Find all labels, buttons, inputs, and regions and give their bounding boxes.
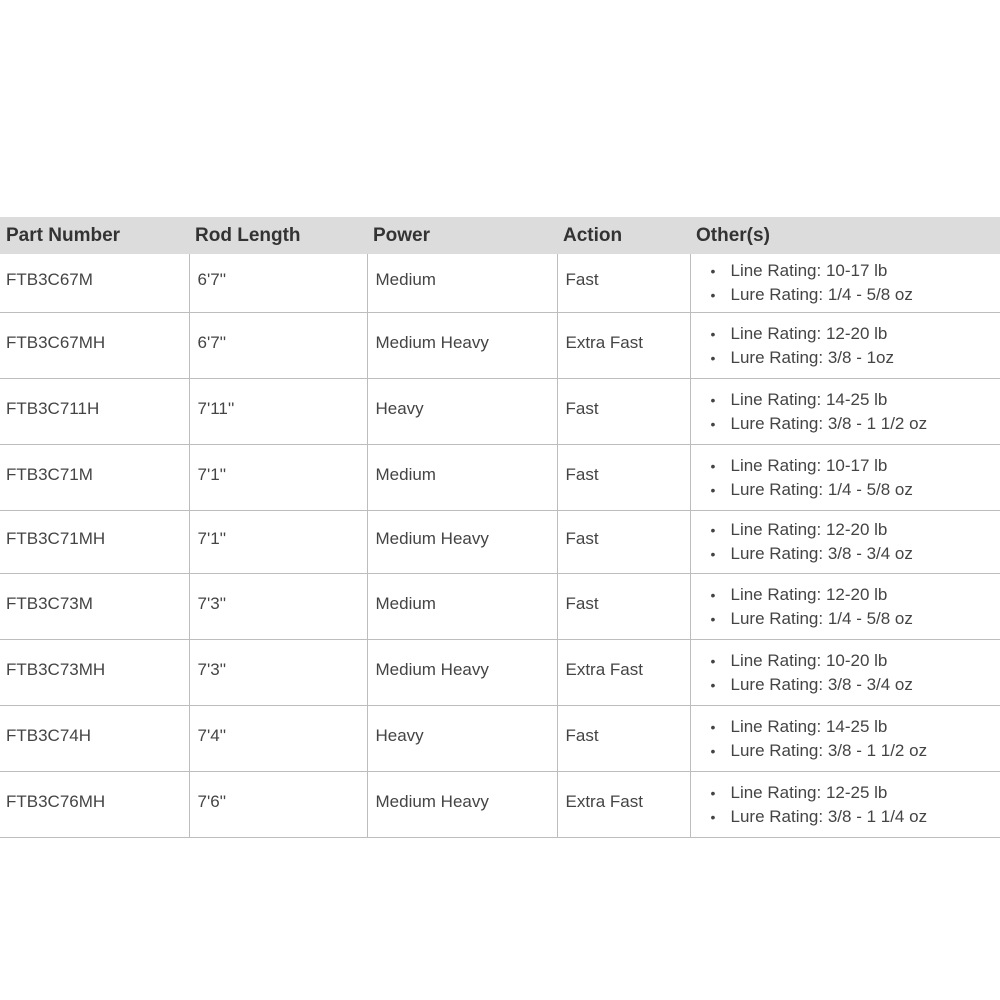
bullet-icon: • [710,415,716,432]
lure-rating: Lure Rating: 3/8 - 3/4 oz [730,544,913,563]
cell-part-number: FTB3C74H [0,706,189,772]
cell-part-number: FTB3C71M [0,445,189,511]
table-row [0,511,1000,574]
bullet-icon: • [710,287,716,303]
list-item [709,542,1000,566]
list-item [709,518,1000,542]
list-item [709,673,1000,697]
bullet-icon: • [710,391,716,408]
table-row [0,379,1000,445]
table-row [0,574,1000,640]
cell-rod-length: 7'4'' [189,706,367,772]
cell-rod-length: 7'3'' [189,574,367,640]
rod-spec-table [0,217,1000,838]
header-rod-length: Rod Length [189,217,367,254]
others-list [709,781,1000,829]
header-others: Other(s) [690,217,1000,254]
others-list [709,518,1000,566]
table-row [0,313,1000,379]
table-row [0,640,1000,706]
line-rating: Line Rating: 14-25 lb [730,389,888,409]
bullet-icon: • [710,325,716,342]
cell-others [690,640,1000,706]
cell-action: Fast [557,574,690,640]
cell-power: Medium Heavy [367,313,557,379]
cell-power: Medium Heavy [367,511,557,574]
list-item [709,583,1000,607]
bullet-icon: • [710,808,716,825]
cell-power: Heavy [367,379,557,445]
cell-rod-length: 7'11'' [189,379,367,445]
others-list [709,259,1000,307]
cell-part-number: FTB3C73M [0,574,189,640]
others-list [709,715,1000,763]
others-list [709,583,1000,631]
cell-others [690,254,1000,313]
list-item [709,283,1000,307]
lure-rating: Lure Rating: 1/4 - 5/8 oz [730,285,913,304]
others-list [709,454,1000,502]
bullet-icon: • [710,676,716,693]
list-item [709,388,1000,412]
cell-action: Fast [557,254,690,313]
cell-others [690,706,1000,772]
others-list [709,649,1000,697]
list-item [709,346,1000,370]
cell-part-number: FTB3C711H [0,379,189,445]
line-rating: Line Rating: 12-20 lb [730,520,888,539]
lure-rating: Lure Rating: 1/4 - 5/8 oz [730,608,913,628]
cell-rod-length: 6'7'' [189,254,367,313]
cell-power: Heavy [367,706,557,772]
bullet-icon: • [710,718,716,735]
spec-table-container [0,217,1000,838]
list-item [709,649,1000,673]
bullet-icon: • [710,742,716,759]
bullet-icon: • [710,652,716,669]
cell-others [690,772,1000,838]
others-list [709,322,1000,370]
list-item [709,781,1000,805]
list-item [709,607,1000,631]
cell-power: Medium Heavy [367,640,557,706]
list-item [709,259,1000,283]
cell-rod-length: 6'7'' [189,313,367,379]
line-rating: Line Rating: 12-25 lb [730,782,888,802]
cell-power: Medium [367,574,557,640]
line-rating: Line Rating: 12-20 lb [730,584,888,604]
cell-part-number: FTB3C67M [0,254,189,313]
lure-rating: Lure Rating: 3/8 - 1 1/2 oz [730,413,928,433]
cell-action: Fast [557,445,690,511]
list-item [709,454,1000,478]
cell-power: Medium [367,254,557,313]
lure-rating: Lure Rating: 3/8 - 3/4 oz [730,674,913,694]
lure-rating: Lure Rating: 3/8 - 1 1/2 oz [730,740,928,760]
line-rating: Line Rating: 10-17 lb [730,261,888,280]
cell-others [690,379,1000,445]
bullet-icon: • [710,481,716,498]
cell-rod-length: 7'1'' [189,445,367,511]
list-item [709,412,1000,436]
cell-action: Extra Fast [557,772,690,838]
cell-action: Extra Fast [557,313,690,379]
line-rating: Line Rating: 14-25 lb [730,716,888,736]
cell-others [690,511,1000,574]
cell-rod-length: 7'1'' [189,511,367,574]
list-item [709,715,1000,739]
list-item [709,478,1000,502]
table-row [0,772,1000,838]
cell-power: Medium Heavy [367,772,557,838]
header-part-number: Part Number [0,217,189,254]
others-list [709,388,1000,436]
cell-rod-length: 7'3'' [189,640,367,706]
header-action: Action [557,217,690,254]
line-rating: Line Rating: 12-20 lb [730,323,888,343]
lure-rating: Lure Rating: 3/8 - 1oz [730,347,894,367]
list-item [709,739,1000,763]
cell-part-number: FTB3C71MH [0,511,189,574]
cell-action: Fast [557,511,690,574]
cell-rod-length: 7'6'' [189,772,367,838]
cell-part-number: FTB3C73MH [0,640,189,706]
table-header-row [0,217,1000,254]
bullet-icon: • [710,546,716,562]
cell-action: Fast [557,379,690,445]
cell-power: Medium [367,445,557,511]
table-row [0,706,1000,772]
lure-rating: Lure Rating: 1/4 - 5/8 oz [730,479,913,499]
bullet-icon: • [710,586,716,603]
table-row [0,254,1000,313]
list-item [709,805,1000,829]
line-rating: Line Rating: 10-20 lb [730,650,888,670]
bullet-icon: • [710,610,716,627]
cell-part-number: FTB3C76MH [0,772,189,838]
bullet-icon: • [710,784,716,801]
bullet-icon: • [710,522,716,538]
cell-others [690,574,1000,640]
cell-action: Fast [557,706,690,772]
bullet-icon: • [710,457,716,474]
lure-rating: Lure Rating: 3/8 - 1 1/4 oz [730,806,928,826]
bullet-icon: • [710,349,716,366]
cell-others [690,313,1000,379]
header-power: Power [367,217,557,254]
cell-action: Extra Fast [557,640,690,706]
line-rating: Line Rating: 10-17 lb [730,455,888,475]
list-item [709,322,1000,346]
cell-part-number: FTB3C67MH [0,313,189,379]
cell-others [690,445,1000,511]
table-row [0,445,1000,511]
bullet-icon: • [710,263,716,279]
